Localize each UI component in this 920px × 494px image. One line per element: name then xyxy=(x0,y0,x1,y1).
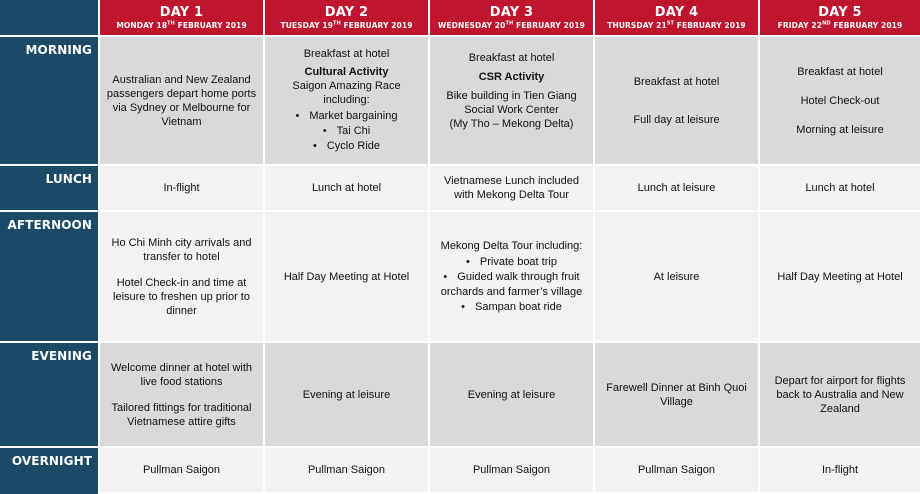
lunch-day-3-cell: Vietnamese Lunch included with Mekong Delta Tour xyxy=(430,166,595,212)
evening-day-4-cell: Farewell Dinner at Binh Quoi Village xyxy=(595,343,760,448)
evening-row xyxy=(0,343,920,448)
cell-text: Bike building in Tien Giang Social Work Center xyxy=(446,90,577,116)
morning-row xyxy=(0,37,920,166)
cell-text: Ho Chi Minh city arrivals and transfer to hotel xyxy=(111,236,252,263)
evening-day-3-cell: Evening at leisure xyxy=(430,343,595,448)
lunch-day-1-cell: In-flight xyxy=(100,166,265,212)
day-3-header xyxy=(430,0,595,37)
cell-text: Welcome dinner at hotel with live food stations xyxy=(110,361,253,388)
day-title: DAY 5 xyxy=(818,4,862,20)
cell-text: Saigon Amazing Race including: xyxy=(292,80,401,106)
morning-day-1-cell xyxy=(100,37,265,166)
row-label-morning: MORNING xyxy=(0,37,100,166)
cell-text: Breakfast at hotel xyxy=(633,75,720,88)
activity-heading: Cultural Activity xyxy=(304,66,389,78)
day-title: DAY 2 xyxy=(324,4,369,20)
day-title: DAY 3 xyxy=(489,4,534,20)
cell-text: Tailored fittings for traditional Vietnamese attire gifts xyxy=(111,401,252,428)
cell-text: Breakfast at hotel xyxy=(303,48,390,60)
day-date: THURSDAY 21ST FEBRUARY 2019 xyxy=(607,20,746,30)
overnight-day-4-cell: Pullman Saigon xyxy=(595,448,760,494)
row-label-evening: EVENING xyxy=(0,343,100,448)
row-label-lunch: LUNCH xyxy=(0,166,100,212)
day-1-header xyxy=(100,0,265,37)
day-title: DAY 1 xyxy=(159,4,204,20)
list-item: • Sampan boat ride xyxy=(436,300,587,315)
day-2-header xyxy=(265,0,430,37)
cell-text: Morning at leisure xyxy=(796,123,884,136)
lunch-day-2-cell: Lunch at hotel xyxy=(265,166,430,212)
day-date: FRIDAY 22ND FEBRUARY 2019 xyxy=(777,20,903,30)
day-date: WEDNESDAY 20TH FEBRUARY 2019 xyxy=(438,20,585,30)
evening-day-2-cell: Evening at leisure xyxy=(265,343,430,448)
list-item: • Market bargaining xyxy=(271,109,422,124)
afternoon-day-5-cell: Half Day Meeting at Hotel xyxy=(760,212,920,343)
header-corner xyxy=(0,0,100,37)
cell-text: Full day at leisure xyxy=(633,113,720,126)
day-title: DAY 4 xyxy=(654,4,699,20)
morning-day-4-cell xyxy=(595,37,760,166)
cell-text: Breakfast at hotel xyxy=(468,52,555,64)
afternoon-day-4-cell: At leisure xyxy=(595,212,760,343)
evening-day-1-cell xyxy=(100,343,265,448)
header-row xyxy=(0,0,920,37)
evening-day-5-cell: Depart for airport for flights back to Australia and New Zealand xyxy=(760,343,920,448)
afternoon-row xyxy=(0,212,920,343)
day-5-header xyxy=(760,0,920,37)
cell-text: (My Tho – Mekong Delta) xyxy=(449,118,574,130)
cell-text: Hotel Check-in and time at leisure to freshen up prior to dinner xyxy=(113,276,250,317)
lunch-day-5-cell: Lunch at hotel xyxy=(760,166,920,212)
morning-day-3-cell xyxy=(430,37,595,166)
list-item: • Tai Chi xyxy=(271,124,422,139)
cell-text: Breakfast at hotel xyxy=(797,65,883,78)
day-date: MONDAY 18TH FEBRUARY 2019 xyxy=(116,20,247,30)
day-4-header xyxy=(595,0,760,37)
afternoon-day-3-cell xyxy=(430,212,595,343)
overnight-day-5-cell: In-flight xyxy=(760,448,920,494)
bullet-list xyxy=(436,255,587,315)
afternoon-day-1-cell xyxy=(100,212,265,343)
morning-day-2-cell xyxy=(265,37,430,166)
cell-text: Australian and New Zealand passengers depart home ports via Sydney or Melbourne for Vietnam xyxy=(106,73,257,128)
lunch-row xyxy=(0,166,920,212)
morning-day-5-cell xyxy=(760,37,920,166)
overnight-day-3-cell: Pullman Saigon xyxy=(430,448,595,494)
overnight-row xyxy=(0,448,920,494)
activity-heading: CSR Activity xyxy=(478,71,545,83)
list-item: • Cyclo Ride xyxy=(271,139,422,154)
list-item: • Private boat trip xyxy=(436,255,587,270)
day-date: TUESDAY 19TH FEBRUARY 2019 xyxy=(280,20,413,30)
overnight-day-2-cell: Pullman Saigon xyxy=(265,448,430,494)
lunch-day-4-cell: Lunch at leisure xyxy=(595,166,760,212)
list-item: • Guided walk through fruit orchards and farmer’s village xyxy=(436,270,587,300)
cell-text: Hotel Check-out xyxy=(800,94,880,107)
row-label-overnight: OVERNIGHT xyxy=(0,448,100,494)
bullet-list xyxy=(271,109,422,154)
afternoon-day-2-cell: Half Day Meeting at Hotel xyxy=(265,212,430,343)
row-label-afternoon: AFTERNOON xyxy=(0,212,100,343)
cell-text: Mekong Delta Tour including: xyxy=(440,239,583,252)
overnight-day-1-cell: Pullman Saigon xyxy=(100,448,265,494)
